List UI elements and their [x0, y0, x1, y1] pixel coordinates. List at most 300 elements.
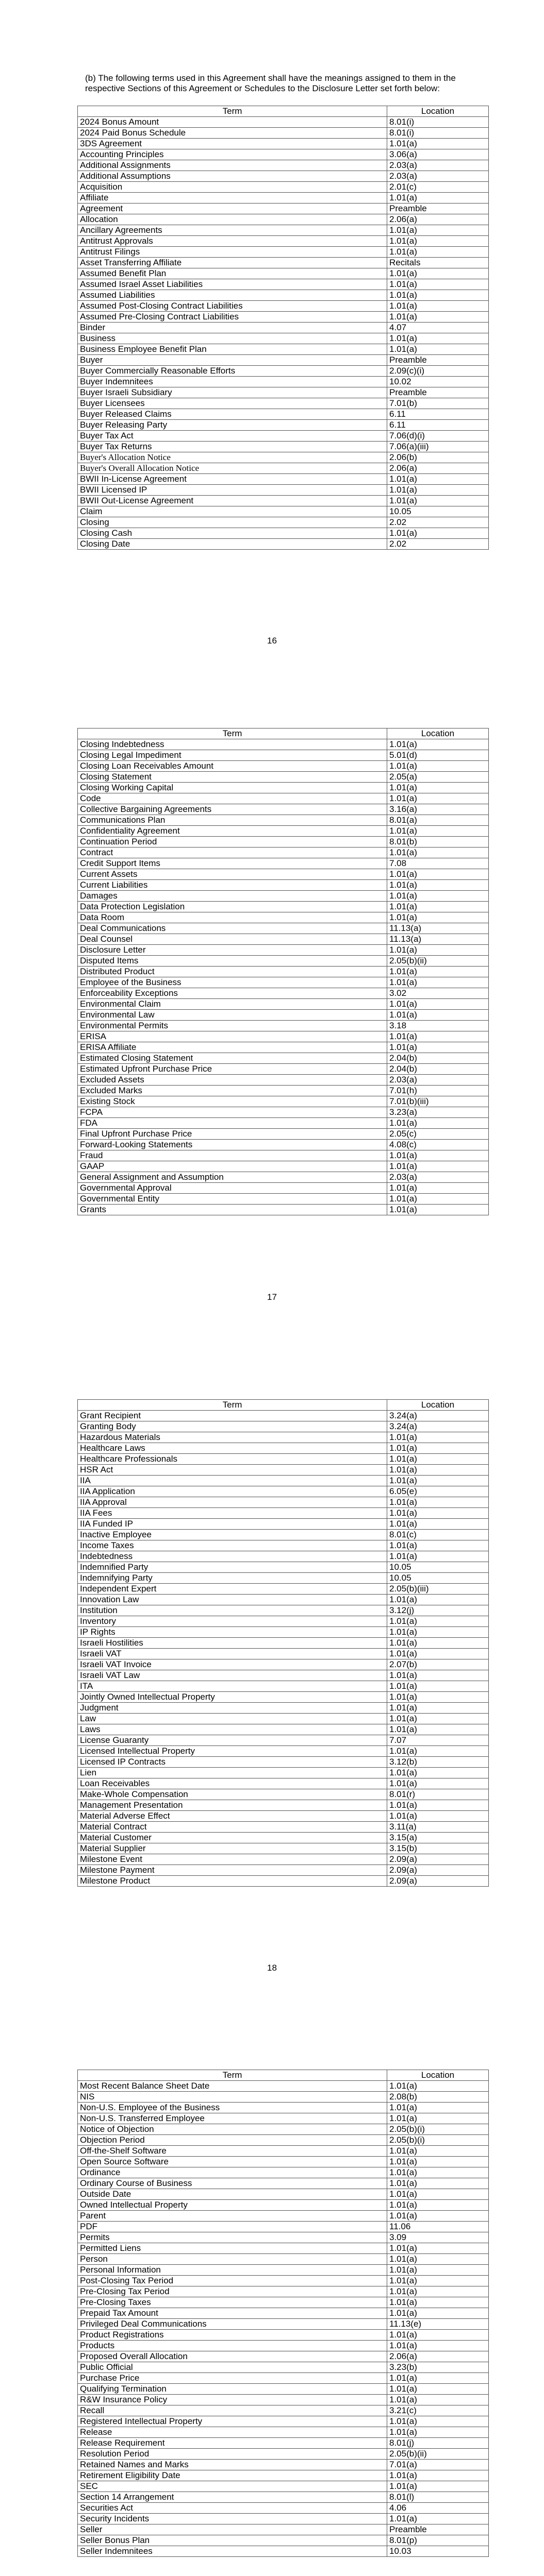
location-cell: 1.01(a): [387, 945, 489, 956]
term-cell: Lien: [78, 1768, 387, 1778]
location-cell: 6.11: [387, 420, 489, 431]
table-row: [78, 2416, 489, 2427]
page-number: 18: [267, 1963, 277, 1973]
location-cell: 2.05(b)(iii): [387, 1584, 489, 1595]
location-cell: 2.04(b): [387, 1053, 489, 1064]
location-cell: 2.03(a): [387, 1172, 489, 1183]
table-row: [78, 149, 489, 160]
table-row: [78, 171, 489, 182]
location-cell: 1.01(a): [387, 1703, 489, 1714]
term-cell: Israeli VAT: [78, 1649, 387, 1659]
table-row: [78, 1540, 489, 1551]
term-cell: IIA Fees: [78, 1508, 387, 1519]
table-row: [78, 912, 489, 923]
location-cell: 1.01(a): [387, 891, 489, 902]
term-cell: Post-Closing Tax Period: [78, 2276, 387, 2286]
header-location: Location: [387, 2070, 489, 2081]
table-row: [78, 139, 489, 149]
term-cell: Enforceability Exceptions: [78, 988, 387, 999]
location-cell: 2.03(a): [387, 1075, 489, 1086]
table-row: [78, 312, 489, 323]
term-cell: Healthcare Laws: [78, 1443, 387, 1454]
location-cell: 1.01(a): [387, 2254, 489, 2265]
term-cell: Person: [78, 2254, 387, 2265]
table-row: [78, 2503, 489, 2514]
table-row: [78, 1811, 489, 1822]
table-row: [78, 848, 489, 858]
term-cell: Prepaid Tax Amount: [78, 2308, 387, 2319]
location-cell: 1.01(a): [387, 139, 489, 149]
term-cell: IIA Approval: [78, 1497, 387, 1508]
table-row: [78, 1714, 489, 1724]
table-row: [78, 1692, 489, 1703]
location-cell: 10.05: [387, 1562, 489, 1573]
table-row: [78, 1822, 489, 1833]
term-cell: Collective Bargaining Agreements: [78, 804, 387, 815]
location-cell: 1.01(a): [387, 761, 489, 772]
term-cell: Seller: [78, 2524, 387, 2535]
location-cell: 1.01(a): [387, 2470, 489, 2481]
location-cell: 1.01(a): [387, 880, 489, 891]
table-row: [78, 1876, 489, 1887]
table-row: [78, 442, 489, 452]
location-cell: 8.01(i): [387, 117, 489, 128]
term-cell: Non-U.S. Employee of the Business: [78, 2103, 387, 2113]
term-cell: Buyer Licensees: [78, 398, 387, 409]
table-row: [78, 923, 489, 934]
location-cell: 1.01(a): [387, 2373, 489, 2384]
table-row: [78, 193, 489, 204]
table-header-row: [78, 728, 489, 739]
term-cell: Asset Transferring Affiliate: [78, 258, 387, 268]
table-row: [78, 988, 489, 999]
term-cell: R&W Insurance Policy: [78, 2395, 387, 2405]
location-cell: 1.01(a): [387, 1670, 489, 1681]
table-row: [78, 2449, 489, 2460]
term-cell: BWII In-License Agreement: [78, 474, 387, 485]
table-row: [78, 2276, 489, 2286]
term-cell: Indemnifying Party: [78, 1573, 387, 1584]
table-row: [78, 1086, 489, 1096]
table-row: [78, 1465, 489, 1476]
term-cell: Grant Recipient: [78, 1411, 387, 1421]
location-cell: 10.02: [387, 377, 489, 387]
table-row: [78, 1075, 489, 1086]
table-row: [78, 409, 489, 420]
table-row: [78, 891, 489, 902]
terms-table-page-16: [77, 106, 489, 550]
header-term: Term: [78, 106, 387, 117]
table-row: [78, 301, 489, 312]
table-row: [78, 1659, 489, 1670]
table-row: [78, 1768, 489, 1778]
table-row: [78, 225, 489, 236]
table-row: [78, 463, 489, 474]
table-row: [78, 967, 489, 977]
term-cell: Acquisition: [78, 182, 387, 193]
term-cell: 3DS Agreement: [78, 139, 387, 149]
term-cell: 2024 Paid Bonus Schedule: [78, 128, 387, 139]
term-cell: Institution: [78, 1605, 387, 1616]
table-row: [78, 1150, 489, 1161]
term-cell: Objection Period: [78, 2135, 387, 2146]
page-number: 17: [267, 1292, 277, 1302]
table-row: [78, 1616, 489, 1627]
term-cell: Loan Receivables: [78, 1778, 387, 1789]
table-row: [78, 793, 489, 804]
table-row: [78, 323, 489, 333]
table-row: [78, 485, 489, 496]
term-cell: Milestone Payment: [78, 1865, 387, 1876]
location-cell: 2.02: [387, 539, 489, 550]
table-row: [78, 1584, 489, 1595]
location-cell: 1.01(a): [387, 826, 489, 837]
location-cell: 4.07: [387, 323, 489, 333]
location-cell: 2.08(b): [387, 2092, 489, 2103]
term-cell: Jointly Owned Intellectual Property: [78, 1692, 387, 1703]
table-row: [78, 117, 489, 128]
location-cell: 1.01(a): [387, 1540, 489, 1551]
term-cell: Retirement Eligibility Date: [78, 2470, 387, 2481]
location-cell: 1.01(a): [387, 977, 489, 988]
table-row: [78, 815, 489, 826]
table-row: [78, 268, 489, 279]
table-row: [78, 1562, 489, 1573]
term-cell: Closing Statement: [78, 772, 387, 783]
location-cell: 3.11(a): [387, 1822, 489, 1833]
term-cell: Code: [78, 793, 387, 804]
location-cell: 2.02: [387, 517, 489, 528]
table-row: [78, 2460, 489, 2470]
table-row: [78, 236, 489, 247]
location-cell: 3.21(c): [387, 2405, 489, 2416]
table-row: [78, 539, 489, 550]
table-row: [78, 2189, 489, 2200]
term-cell: Israeli VAT Law: [78, 1670, 387, 1681]
term-cell: Parent: [78, 2211, 387, 2222]
term-cell: Assumed Benefit Plan: [78, 268, 387, 279]
term-cell: BWII Licensed IP: [78, 485, 387, 496]
location-cell: 3.23(b): [387, 2362, 489, 2373]
table-row: [78, 2243, 489, 2254]
term-cell: Business Employee Benefit Plan: [78, 344, 387, 355]
term-cell: Indebtedness: [78, 1551, 387, 1562]
location-cell: 2.03(a): [387, 171, 489, 182]
location-cell: 1.01(a): [387, 1724, 489, 1735]
term-cell: Continuation Period: [78, 837, 387, 848]
location-cell: 3.16(a): [387, 804, 489, 815]
location-cell: 1.01(a): [387, 2341, 489, 2351]
table-row: [78, 1530, 489, 1540]
table-row: [78, 1161, 489, 1172]
term-cell: IP Rights: [78, 1627, 387, 1638]
location-cell: 1.01(a): [387, 1638, 489, 1649]
table-row: [78, 826, 489, 837]
location-cell: 1.01(a): [387, 2395, 489, 2405]
table-row: [78, 1789, 489, 1800]
location-cell: 1.01(a): [387, 2308, 489, 2319]
table-row: [78, 377, 489, 387]
table-row: [78, 2427, 489, 2438]
term-cell: Accounting Principles: [78, 149, 387, 160]
location-cell: 10.03: [387, 2546, 489, 2557]
table-row: [78, 452, 489, 463]
location-cell: 1.01(a): [387, 1519, 489, 1530]
location-cell: 3.24(a): [387, 1421, 489, 1432]
location-cell: 1.01(a): [387, 1031, 489, 1042]
term-cell: Proposed Overall Allocation: [78, 2351, 387, 2362]
table-row: [78, 1021, 489, 1031]
location-cell: Preamble: [387, 2524, 489, 2535]
term-cell: ERISA: [78, 1031, 387, 1042]
term-cell: Israeli Hostilities: [78, 1638, 387, 1649]
term-cell: Distributed Product: [78, 967, 387, 977]
location-cell: 7.08: [387, 858, 489, 869]
term-cell: Privileged Deal Communications: [78, 2319, 387, 2330]
term-cell: Outside Date: [78, 2189, 387, 2200]
location-cell: 1.01(a): [387, 1476, 489, 1486]
location-cell: 1.01(a): [387, 312, 489, 323]
term-cell: Buyer Released Claims: [78, 409, 387, 420]
term-cell: General Assignment and Assumption: [78, 1172, 387, 1183]
term-cell: Make-Whole Compensation: [78, 1789, 387, 1800]
term-cell: Non-U.S. Transferred Employee: [78, 2113, 387, 2124]
table-row: [78, 1833, 489, 1843]
location-cell: 2.05(b)(ii): [387, 2449, 489, 2460]
term-cell: Healthcare Professionals: [78, 1454, 387, 1465]
term-cell: IIA Application: [78, 1486, 387, 1497]
term-cell: PDF: [78, 2222, 387, 2232]
table-row: [78, 160, 489, 171]
table-row: [78, 506, 489, 517]
location-cell: 7.01(h): [387, 1086, 489, 1096]
term-cell: Public Official: [78, 2362, 387, 2373]
term-cell: Closing Loan Receivables Amount: [78, 761, 387, 772]
location-cell: 4.06: [387, 2503, 489, 2514]
term-cell: HSR Act: [78, 1465, 387, 1476]
location-cell: 3.12(b): [387, 1757, 489, 1768]
location-cell: Recitals: [387, 258, 489, 268]
term-cell: Antitrust Filings: [78, 247, 387, 258]
header-term: Term: [78, 728, 387, 739]
table-row: [78, 880, 489, 891]
location-cell: 2.09(a): [387, 1854, 489, 1865]
table-row: [78, 2362, 489, 2373]
table-row: [78, 2103, 489, 2113]
location-cell: 1.01(a): [387, 902, 489, 912]
location-cell: 1.01(a): [387, 793, 489, 804]
location-cell: 1.01(a): [387, 247, 489, 258]
location-cell: 1.01(a): [387, 1595, 489, 1605]
location-cell: 2.03(a): [387, 160, 489, 171]
location-cell: 11.13(e): [387, 2319, 489, 2330]
table-row: [78, 1172, 489, 1183]
term-cell: Environmental Permits: [78, 1021, 387, 1031]
table-row: [78, 2211, 489, 2222]
table-row: [78, 1031, 489, 1042]
table-row: [78, 2524, 489, 2535]
location-cell: 1.01(a): [387, 2276, 489, 2286]
term-cell: Buyer Israeli Subsidiary: [78, 387, 387, 398]
table-row: [78, 517, 489, 528]
location-cell: 1.01(a): [387, 967, 489, 977]
term-cell: Buyer Tax Act: [78, 431, 387, 442]
location-cell: 1.01(a): [387, 1800, 489, 1811]
location-cell: 1.01(a): [387, 2211, 489, 2222]
location-cell: Preamble: [387, 387, 489, 398]
term-cell: Seller Indemnitees: [78, 2546, 387, 2557]
table-row: [78, 2135, 489, 2146]
location-cell: 1.01(a): [387, 2081, 489, 2092]
term-cell: Independent Expert: [78, 1584, 387, 1595]
location-cell: Preamble: [387, 204, 489, 214]
location-cell: 11.06: [387, 2222, 489, 2232]
table-row: [78, 1670, 489, 1681]
term-cell: Assumed Post-Closing Contract Liabilities: [78, 301, 387, 312]
term-cell: ERISA Affiliate: [78, 1042, 387, 1053]
term-cell: Purchase Price: [78, 2373, 387, 2384]
location-cell: 7.07: [387, 1735, 489, 1746]
table-row: [78, 1778, 489, 1789]
term-cell: Ancillary Agreements: [78, 225, 387, 236]
table-row: [78, 214, 489, 225]
table-row: [78, 1735, 489, 1746]
location-cell: 1.01(a): [387, 1778, 489, 1789]
terms-table-page-18: [77, 1399, 489, 1887]
location-cell: 1.01(a): [387, 333, 489, 344]
table-row: [78, 977, 489, 988]
location-cell: 8.01(b): [387, 837, 489, 848]
location-cell: 1.01(a): [387, 1616, 489, 1627]
location-cell: 8.01(a): [387, 815, 489, 826]
term-cell: Closing Legal Impediment: [78, 750, 387, 761]
table-row: [78, 1649, 489, 1659]
table-row: [78, 1865, 489, 1876]
location-cell: 2.06(a): [387, 463, 489, 474]
table-row: [78, 804, 489, 815]
term-cell: Antitrust Approvals: [78, 236, 387, 247]
location-cell: 1.01(a): [387, 496, 489, 506]
term-cell: Licensed Intellectual Property: [78, 1746, 387, 1757]
table-row: [78, 1194, 489, 1205]
location-cell: 11.13(a): [387, 934, 489, 945]
location-cell: 1.01(a): [387, 1150, 489, 1161]
term-cell: Recall: [78, 2405, 387, 2416]
table-row: [78, 1107, 489, 1118]
term-cell: Buyer Commercially Reasonable Efforts: [78, 366, 387, 377]
table-row: [78, 1703, 489, 1714]
location-cell: 1.01(a): [387, 1508, 489, 1519]
location-cell: 1.01(a): [387, 1551, 489, 1562]
term-cell: Estimated Closing Statement: [78, 1053, 387, 1064]
table-row: [78, 2514, 489, 2524]
location-cell: 1.01(a): [387, 1443, 489, 1454]
table-row: [78, 2081, 489, 2092]
table-row: [78, 366, 489, 377]
location-cell: 1.01(a): [387, 1118, 489, 1129]
location-cell: 1.01(a): [387, 301, 489, 312]
term-cell: Pre-Closing Tax Period: [78, 2286, 387, 2297]
table-row: [78, 772, 489, 783]
header-term: Term: [78, 1400, 387, 1411]
location-cell: 10.05: [387, 1573, 489, 1584]
table-row: [78, 420, 489, 431]
location-cell: 2.05(c): [387, 1129, 489, 1140]
location-cell: 1.01(a): [387, 1714, 489, 1724]
term-cell: Licensed IP Contracts: [78, 1757, 387, 1768]
location-cell: 1.01(a): [387, 1497, 489, 1508]
location-cell: 1.01(a): [387, 268, 489, 279]
term-cell: Release Requirement: [78, 2438, 387, 2449]
table-row: [78, 1605, 489, 1616]
table-row: [78, 2200, 489, 2211]
table-row: [78, 1064, 489, 1075]
table-row: [78, 1757, 489, 1768]
term-cell: IIA: [78, 1476, 387, 1486]
term-cell: Closing: [78, 517, 387, 528]
term-cell: Milestone Event: [78, 1854, 387, 1865]
location-cell: 1.01(a): [387, 869, 489, 880]
term-cell: Closing Indebtedness: [78, 739, 387, 750]
term-cell: Ordinance: [78, 2167, 387, 2178]
location-cell: 1.01(a): [387, 2243, 489, 2254]
location-cell: 3.24(a): [387, 1411, 489, 1421]
location-cell: 1.01(a): [387, 225, 489, 236]
table-row: [78, 2405, 489, 2416]
term-cell: Retained Names and Marks: [78, 2460, 387, 2470]
term-cell: BWII Out-License Agreement: [78, 496, 387, 506]
table-row: [78, 1551, 489, 1562]
table-row: [78, 2535, 489, 2546]
location-cell: 1.01(a): [387, 2265, 489, 2276]
table-row: [78, 945, 489, 956]
term-cell: Product Registrations: [78, 2330, 387, 2341]
table-row: [78, 2308, 489, 2319]
intro-paragraph: (b) The following terms used in this Agreement shall have the meanings assigned to them in the respective Sections of this Agreement or Schedules to the Disclosure Letter set forth below:: [85, 73, 456, 93]
location-cell: 1.01(a): [387, 290, 489, 301]
term-cell: Agreement: [78, 204, 387, 214]
term-cell: Resolution Period: [78, 2449, 387, 2460]
term-cell: Israeli VAT Invoice: [78, 1659, 387, 1670]
location-cell: 1.01(a): [387, 236, 489, 247]
location-cell: 7.01(a): [387, 2460, 489, 2470]
term-cell: Data Protection Legislation: [78, 902, 387, 912]
location-cell: 1.01(a): [387, 1681, 489, 1692]
term-cell: Governmental Approval: [78, 1183, 387, 1194]
table-row: [78, 1497, 489, 1508]
location-cell: 1.01(a): [387, 528, 489, 539]
location-cell: 8.01(i): [387, 128, 489, 139]
term-cell: Income Taxes: [78, 1540, 387, 1551]
term-cell: Excluded Assets: [78, 1075, 387, 1086]
table-row: [78, 902, 489, 912]
table-row: [78, 1595, 489, 1605]
table-row: [78, 2232, 489, 2243]
location-cell: 8.01(j): [387, 2438, 489, 2449]
location-cell: 1.01(a): [387, 2157, 489, 2167]
table-row: [78, 2470, 489, 2481]
term-cell: Deal Counsel: [78, 934, 387, 945]
location-cell: 3.06(a): [387, 149, 489, 160]
term-cell: Milestone Product: [78, 1876, 387, 1887]
location-cell: 1.01(a): [387, 999, 489, 1010]
location-cell: 1.01(a): [387, 2189, 489, 2200]
location-cell: 2.09(a): [387, 1876, 489, 1887]
location-cell: 2.07(b): [387, 1659, 489, 1670]
term-cell: Credit Support Items: [78, 858, 387, 869]
term-cell: Material Adverse Effect: [78, 1811, 387, 1822]
location-cell: 1.01(a): [387, 2330, 489, 2341]
